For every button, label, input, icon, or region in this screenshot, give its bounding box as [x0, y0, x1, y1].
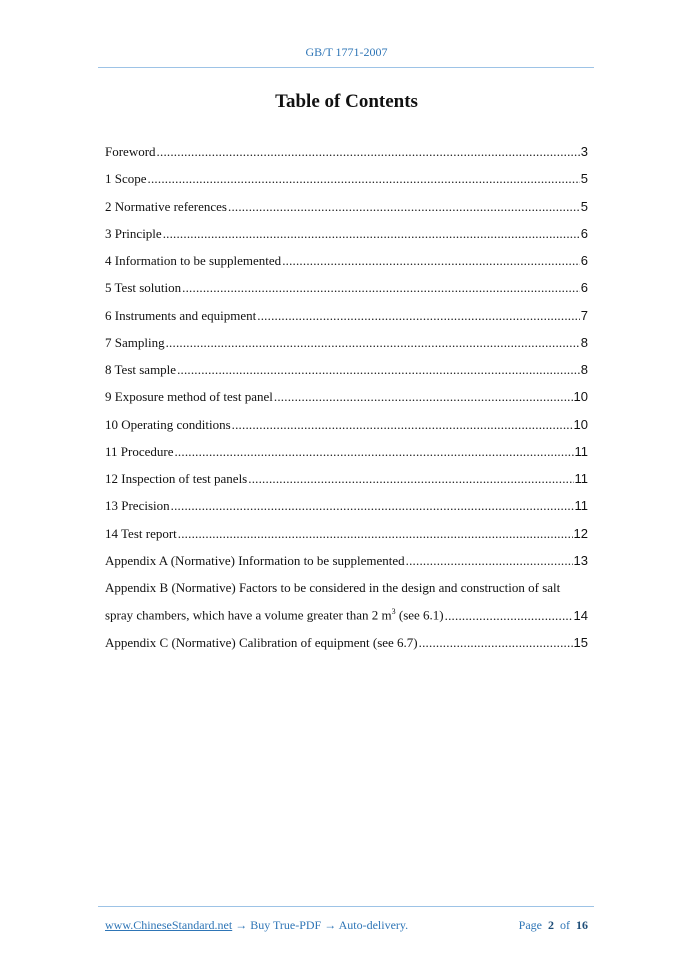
toc-entry-label: 4 Information to be supplemented — [105, 253, 282, 268]
toc-leader-dots — [419, 635, 573, 651]
toc-leader-dots — [177, 362, 580, 378]
toc-entry-label: Foreword — [105, 144, 156, 159]
toc-entry[interactable] — [105, 144, 588, 171]
toc-entry[interactable] — [105, 526, 588, 553]
page-number — [519, 918, 588, 933]
toc-entry-label: 12 Inspection of test panels — [105, 471, 248, 486]
toc-leader-dots — [406, 553, 573, 569]
label-text: spray chambers, which have a volume greater than 2 m — [105, 607, 392, 623]
toc-entry[interactable] — [105, 553, 588, 580]
toc-entry[interactable] — [105, 253, 588, 280]
toc-entry-page: 6 — [580, 225, 588, 241]
toc-leader-dots — [174, 444, 573, 460]
toc-entry[interactable] — [105, 417, 588, 444]
toc-entry-label: 9 Exposure method of test panel — [105, 389, 273, 405]
toc-entry[interactable] — [105, 280, 588, 307]
toc-entry[interactable] — [105, 498, 588, 525]
toc-entry-page: 11 — [574, 471, 588, 486]
toc-entry-label: 10 Operating conditions — [105, 416, 231, 432]
toc-entry[interactable] — [105, 171, 588, 198]
footer-divider — [98, 906, 594, 907]
toc-leader-dots — [171, 498, 574, 514]
toc-leader-dots — [274, 389, 573, 405]
toc-entry-label: Appendix C (Normative) Calibration of equipment (see 6.7) — [105, 634, 418, 650]
toc-entry-label: 8 Test sample — [105, 362, 177, 377]
toc-entry-label: 13 Precision — [105, 498, 170, 514]
arrow-icon: → — [232, 918, 251, 932]
toc-entry[interactable] — [105, 335, 588, 362]
toc-leader-dots — [182, 280, 580, 296]
toc-entry-page: 3 — [580, 144, 588, 159]
toc-leader-dots — [257, 308, 579, 324]
toc-entry-page: 6 — [580, 253, 588, 268]
toc-entry-appendix-b-line2[interactable] — [105, 607, 588, 634]
toc-entry-page: 8 — [580, 362, 588, 377]
toc-leader-dots — [178, 526, 573, 542]
superscript: 3 — [391, 607, 396, 617]
page-total: 16 — [576, 918, 588, 932]
toc-entry[interactable] — [105, 635, 588, 662]
toc-leader-dots — [282, 253, 580, 269]
toc-entry-page: 5 — [580, 171, 588, 187]
toc-entry-label: 11 Procedure — [105, 443, 174, 459]
toc-entry-page: 13 — [573, 552, 588, 568]
toc-entry-label: 1 Scope — [105, 171, 147, 187]
page-of: of — [560, 918, 570, 932]
toc-entry-label: 14 Test report — [105, 525, 177, 541]
toc-leader-dots — [148, 171, 580, 187]
toc-entry-appendix-b-line1[interactable] — [105, 580, 588, 607]
toc-entry-label: 2 Normative references — [105, 198, 227, 214]
toc-entry[interactable] — [105, 389, 588, 416]
page-title: Table of Contents — [275, 91, 418, 112]
page-current: 2 — [548, 918, 554, 932]
toc-entry-label: 3 Principle — [105, 225, 162, 241]
toc-entry-label: 5 Test solution — [105, 280, 182, 296]
toc-entry-page: 10 — [573, 416, 588, 432]
toc-entry-page: 11 — [574, 498, 588, 514]
toc-leader-dots — [445, 608, 573, 624]
toc-entry-label: Appendix B (Normative) Factors to be considered in the design and construction of salt — [105, 580, 561, 595]
toc-entry[interactable] — [105, 362, 588, 389]
toc-leader-dots — [157, 144, 580, 160]
toc-entry-page: 12 — [573, 525, 588, 541]
toc-entry-page: 10 — [573, 389, 588, 405]
toc-entry[interactable] — [105, 226, 588, 253]
toc-entry-page: 11 — [574, 443, 588, 459]
toc-entry[interactable] — [105, 471, 588, 498]
toc-entry[interactable] — [105, 199, 588, 226]
toc-entry-page: 7 — [580, 307, 588, 323]
toc-leader-dots — [232, 417, 573, 433]
toc-leader-dots — [166, 335, 580, 351]
toc-entry-page: 8 — [580, 334, 588, 350]
delivery-text: Auto-delivery. — [338, 918, 409, 932]
toc-leader-dots — [163, 226, 580, 242]
arrow-icon: → — [321, 918, 339, 932]
toc-entry[interactable] — [105, 444, 588, 471]
header-divider — [98, 67, 594, 68]
label-text: (see 6.1) — [395, 607, 444, 623]
page-label: Page — [518, 918, 542, 932]
toc-leader-dots — [248, 471, 573, 487]
toc-entry-label: 7 Sampling — [105, 334, 165, 350]
toc-entry-label: 6 Instruments and equipment — [105, 307, 257, 323]
buy-pdf-link[interactable]: Buy True-PDF — [250, 918, 322, 932]
toc-entry-label: Appendix A (Normative) Information to be supplemented — [105, 552, 405, 568]
footer-promo — [105, 918, 408, 933]
toc-entry-page: 6 — [580, 280, 588, 296]
toc-leader-dots — [228, 199, 580, 215]
toc-entry-page: 15 — [573, 634, 588, 650]
site-link[interactable]: www.ChineseStandard.net — [105, 918, 233, 932]
toc-entry-page: 14 — [573, 607, 588, 623]
document-code-header: GB/T 1771-2007 — [305, 45, 388, 59]
toc-entry[interactable] — [105, 308, 588, 335]
toc-entry-page: 5 — [580, 198, 588, 214]
table-of-contents — [105, 144, 588, 662]
toc-entry-label — [105, 607, 444, 623]
